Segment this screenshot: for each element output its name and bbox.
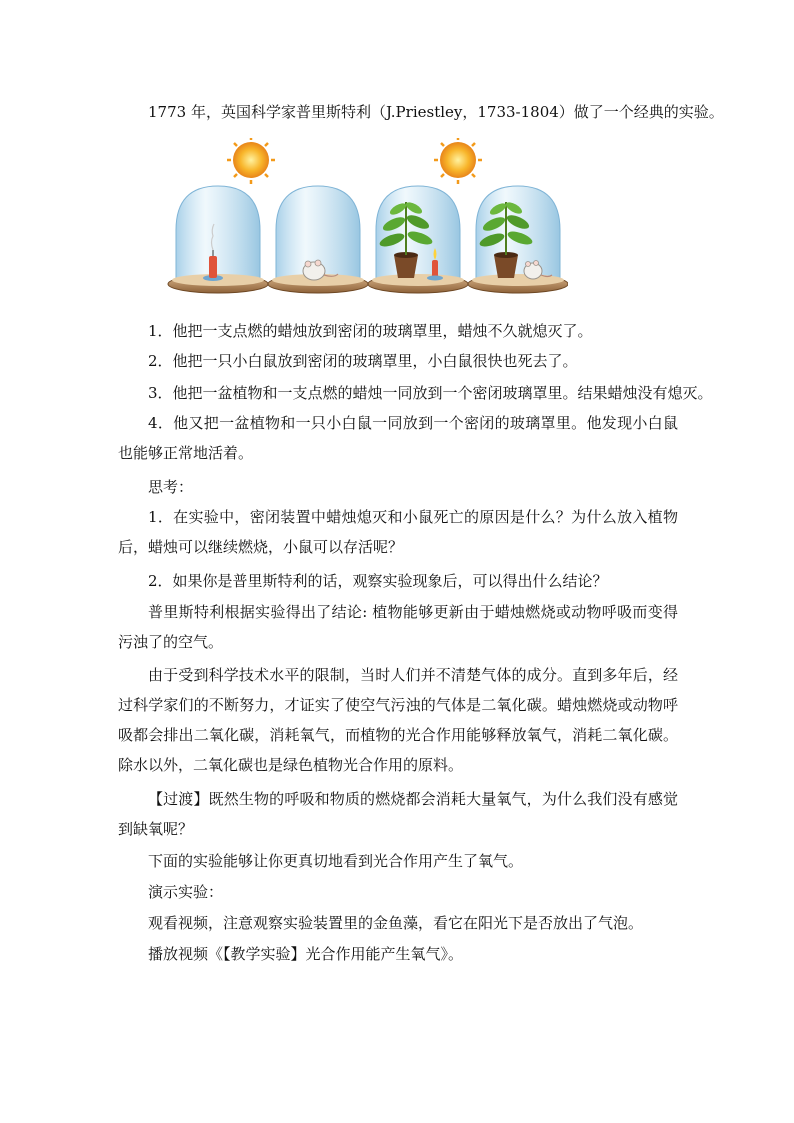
jar-3-plant-candle	[368, 138, 482, 293]
question-1: 1．在实验中，密闭装置中蜡烛熄灭和小鼠死亡的原因是什么？为什么放入植物后，蜡烛可以继续燃烧，小鼠可以存活呢？	[118, 508, 678, 556]
intro-paragraph: 1773 年，英国科学家普里斯特利（J.Priestley，1733-1804）做了一个经典的实验。	[148, 103, 724, 121]
step-4: 4．他又把一盆植物和一只小白鼠一同放到一个密闭的玻璃罩里。他发现小白鼠也能够正常地活着。	[118, 414, 678, 462]
sun-icon	[434, 138, 482, 184]
step-2: 2．他把一只小白鼠放到密闭的玻璃罩里，小白鼠很快也死去了。	[148, 352, 578, 370]
conclusion-paragraph: 普里斯特利根据实验得出了结论: 植物能够更新由于蜡烛燃烧或动物呼吸而变得污浊了的空气。	[118, 603, 678, 651]
explanation-paragraph: 由于受到科学技术水平的限制，当时人们并不清楚气体的成分。直到多年后，经过科学家们的不断努力，才证实了使空气污浊的气体是二氧化碳。蜡烛燃烧或动物呼吸都会排出二氧化碳，消耗氧气，而植物的光合作用能够释放氧气，消耗二氧化碳。除水以外，二氧化碳也是绿色植物光合作用的原料。	[118, 666, 678, 774]
sun-icon	[227, 138, 275, 184]
priestley-experiment-figure	[148, 138, 568, 308]
demo-label: 演示实验：	[148, 883, 224, 901]
thinking-label: 思考：	[148, 478, 194, 496]
step-1: 1．他把一支点燃的蜡烛放到密闭的玻璃罩里，蜡烛不久就熄灭了。	[148, 322, 593, 340]
step-3: 3．他把一盆植物和一支点燃的蜡烛一同放到一个密闭玻璃罩里。结果蜡烛没有熄灭。	[148, 384, 713, 402]
question-2: 2．如果你是普里斯特利的话，观察实验现象后，可以得出什么结论？	[148, 572, 608, 590]
lead-in-paragraph: 下面的实验能够让你更真切地看到光合作用产生了氧气。	[148, 852, 524, 870]
transition-paragraph: 【过渡】既然生物的呼吸和物质的燃烧都会消耗大量氧气，为什么我们没有感觉到缺氧呢？	[118, 790, 678, 838]
jar-1-candle	[168, 138, 275, 293]
video-paragraph: 播放视频《【教学实验】光合作用能产生氧气》。	[148, 945, 464, 963]
jar-4-plant-mouse	[468, 186, 568, 293]
jar-2-mouse	[268, 186, 368, 293]
demo-instruction: 观看视频，注意观察实验装置里的金鱼藻，看它在阳光下是否放出了气泡。	[148, 914, 644, 932]
